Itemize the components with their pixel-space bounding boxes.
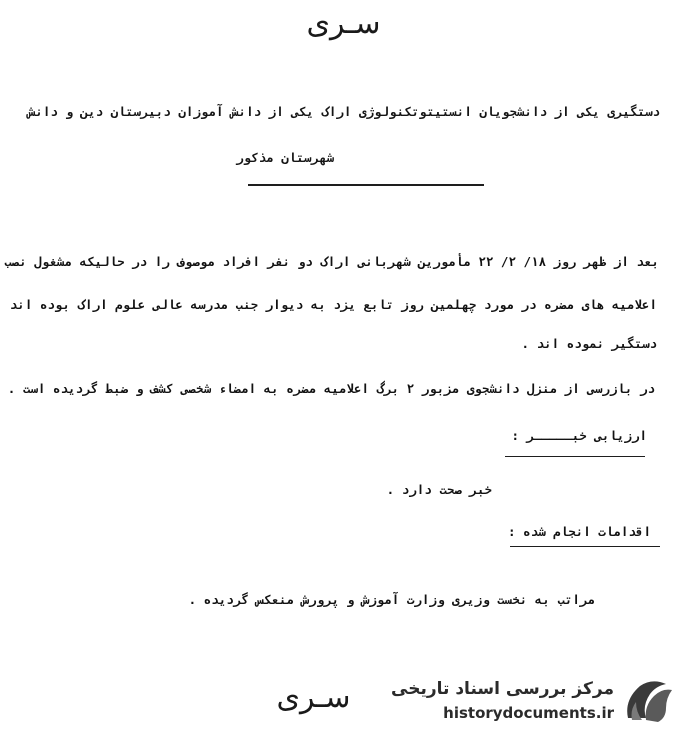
archive-watermark — [391, 676, 680, 728]
report-body-line-4: در بازرسی از منزل دانشجوی مزبور ۲ برگ اعلامیه مضره به امضاء شخصی کشف و ضبط گردیده است . — [7, 381, 655, 396]
actions-heading: اقدامات انجام شده : — [508, 524, 651, 539]
subject-line-continued: شهرستان مذکور — [236, 150, 334, 165]
actions-underline — [510, 546, 660, 547]
report-body-line-1: بعد از ظهر روز ۱۸/ ۲/ ۲۲ مأمورین شهربانی اراک دو نفر افراد موصوف را در حالیکه مشغول نصب — [4, 254, 659, 269]
evaluation-heading: ارزیابی خبـــــر : — [511, 428, 647, 443]
report-body-line-2: اعلامیه های مضره در مورد چهلمین روز تابع یزد به دیوار جنب مدرسه عالی علوم اراک بوده اند — [9, 297, 657, 312]
subject-underline — [248, 184, 484, 186]
report-body-line-3: دستگیر نموده اند . — [521, 336, 657, 351]
archive-logo-icon — [622, 678, 676, 726]
classification-header: سـری — [306, 6, 381, 41]
actions-result: مراتب به نخست وزیری وزارت آموزش و پرورش منعکس گردیده . — [188, 592, 595, 607]
watermark-url: historydocuments.ir — [443, 704, 614, 722]
evaluation-result: خبر صحت دارد . — [386, 482, 492, 497]
evaluation-underline — [505, 456, 645, 457]
classification-footer: سـری — [276, 680, 351, 715]
watermark-name: مرکز بررسی اسناد تاریخی — [391, 679, 614, 699]
subject-line: دستگیری یکی از دانشجویان انستیتوتکنولوژی اراک یکی از دانش آموزان دبیرستان دین و دانش — [27, 104, 660, 119]
